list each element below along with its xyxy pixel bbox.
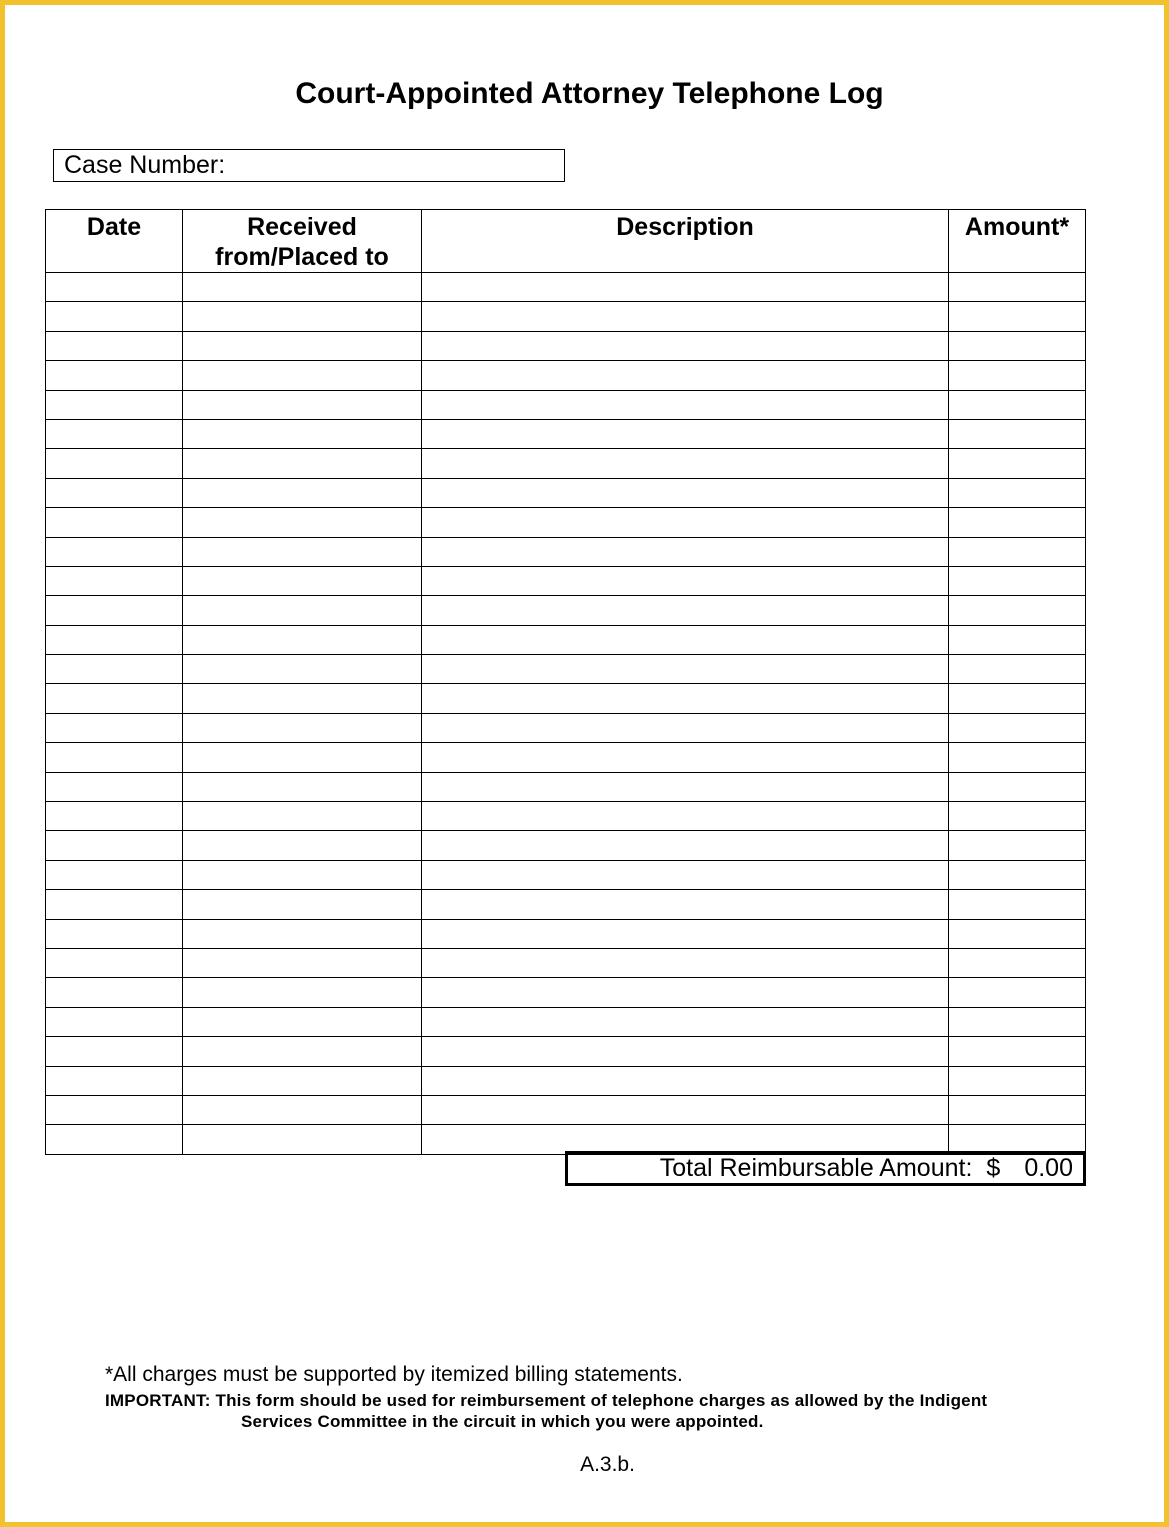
cell-amount[interactable] [949,713,1086,742]
cell-received-placed[interactable] [183,1095,422,1124]
case-number-label: Case Number: [64,151,226,179]
cell-date[interactable] [46,919,183,948]
cell-received-placed[interactable] [183,537,422,566]
cell-received-placed[interactable] [183,890,422,919]
cell-description[interactable] [422,566,949,595]
important-notice [105,1390,1095,1432]
cell-description[interactable] [422,390,949,419]
cell-received-placed[interactable] [183,1066,422,1095]
cell-amount[interactable] [949,890,1086,919]
cell-received-placed[interactable] [183,948,422,977]
cell-date[interactable] [46,1066,183,1095]
cell-received-placed[interactable] [183,478,422,507]
table-row [46,331,1086,360]
cell-date[interactable] [46,419,183,448]
cell-description[interactable] [422,596,949,625]
telephone-log-table [45,209,1086,1155]
cell-received-placed[interactable] [183,1007,422,1036]
footnote-text: *All charges must be supported by itemized billing statements. [105,1363,683,1386]
cell-received-placed[interactable] [183,860,422,889]
cell-received-placed[interactable] [183,596,422,625]
cell-received-placed[interactable] [183,655,422,684]
cell-date[interactable] [46,537,183,566]
total-value: 0.00 [1024,1154,1073,1182]
cell-amount[interactable] [949,772,1086,801]
cell-amount[interactable] [949,390,1086,419]
cell-date[interactable] [46,390,183,419]
table-row [46,860,1086,889]
table-row [46,831,1086,860]
cell-date[interactable] [46,713,183,742]
cell-description[interactable] [422,273,949,302]
cell-date[interactable] [46,978,183,1007]
cell-amount[interactable] [949,655,1086,684]
cell-received-placed[interactable] [183,390,422,419]
cell-date[interactable] [46,860,183,889]
cell-received-placed[interactable] [183,419,422,448]
cell-description[interactable] [422,919,949,948]
table-row [46,713,1086,742]
table-body [46,273,1086,1155]
cell-description[interactable] [422,948,949,977]
cell-description[interactable] [422,860,949,889]
cell-received-placed[interactable] [183,331,422,360]
cell-date[interactable] [46,566,183,595]
table-row [46,273,1086,302]
cell-amount[interactable] [949,537,1086,566]
table-row [46,419,1086,448]
table-row [46,1125,1086,1154]
table-row [46,655,1086,684]
form-title: Court-Appointed Attorney Telephone Log [295,77,884,110]
table-row [46,743,1086,772]
cell-amount[interactable] [949,449,1086,478]
cell-date[interactable] [46,331,183,360]
cell-date[interactable] [46,596,183,625]
cell-date[interactable] [46,831,183,860]
cell-amount[interactable] [949,596,1086,625]
column-header-description: Description [422,210,949,273]
cell-amount[interactable] [949,860,1086,889]
cell-description[interactable] [422,1037,949,1066]
cell-received-placed[interactable] [183,1037,422,1066]
cell-amount[interactable] [949,478,1086,507]
cell-date[interactable] [46,890,183,919]
table-row [46,1095,1086,1124]
table-row [46,390,1086,419]
cell-received-placed[interactable] [183,508,422,537]
important-line-2: Services Committee in the circuit in which you were appointed. [241,1412,764,1431]
cell-description[interactable] [422,1125,949,1154]
cell-received-placed[interactable] [183,978,422,1007]
cell-description[interactable] [422,1095,949,1124]
column-header-received-placed: Received from/Placed to [183,210,422,273]
table-row [46,948,1086,977]
cell-date[interactable] [46,655,183,684]
cell-received-placed[interactable] [183,919,422,948]
cell-amount[interactable] [949,566,1086,595]
case-number-field[interactable] [53,149,565,182]
cell-amount[interactable] [949,1125,1086,1154]
cell-description[interactable] [422,331,949,360]
cell-amount[interactable] [949,831,1086,860]
cell-date[interactable] [46,1125,183,1154]
cell-amount[interactable] [949,1007,1086,1036]
cell-description[interactable] [422,890,949,919]
cell-amount[interactable] [949,743,1086,772]
cell-amount[interactable] [949,978,1086,1007]
total-label: Total Reimbursable Amount: [659,1154,973,1182]
cell-date[interactable] [46,302,183,331]
cell-description[interactable] [422,1066,949,1095]
cell-description[interactable] [422,978,949,1007]
table-row [46,625,1086,654]
cell-description[interactable] [422,1007,949,1036]
cell-received-placed[interactable] [183,273,422,302]
total-currency: $ [986,1154,1001,1182]
cell-amount[interactable] [949,802,1086,831]
cell-description[interactable] [422,772,949,801]
cell-description[interactable] [422,655,949,684]
cell-received-placed[interactable] [183,831,422,860]
cell-amount[interactable] [949,361,1086,390]
cell-description[interactable] [422,684,949,713]
cell-description[interactable] [422,537,949,566]
cell-date[interactable] [46,1095,183,1124]
table-row [46,361,1086,390]
cell-date[interactable] [46,743,183,772]
table-row [46,1007,1086,1036]
column-header-amount: Amount* [949,210,1086,273]
cell-amount[interactable] [949,273,1086,302]
table-header-row [46,210,1086,273]
cell-received-placed[interactable] [183,713,422,742]
cell-date[interactable] [46,684,183,713]
cell-description[interactable] [422,361,949,390]
cell-description[interactable] [422,419,949,448]
cell-date[interactable] [46,1037,183,1066]
cell-received-placed[interactable] [183,743,422,772]
cell-description[interactable] [422,302,949,331]
cell-date[interactable] [46,772,183,801]
cell-amount[interactable] [949,1095,1086,1124]
table-row [46,684,1086,713]
table-row [46,302,1086,331]
cell-amount[interactable] [949,919,1086,948]
cell-description[interactable] [422,625,949,654]
cell-description[interactable] [422,449,949,478]
cell-received-placed[interactable] [183,449,422,478]
cell-description[interactable] [422,713,949,742]
cell-date[interactable] [46,1007,183,1036]
cell-amount[interactable] [949,508,1086,537]
cell-date[interactable] [46,273,183,302]
table-row [46,537,1086,566]
cell-description[interactable] [422,508,949,537]
cell-received-placed[interactable] [183,1125,422,1154]
table-row [46,566,1086,595]
cell-date[interactable] [46,508,183,537]
cell-amount[interactable] [949,331,1086,360]
cell-received-placed[interactable] [183,361,422,390]
cell-received-placed[interactable] [183,684,422,713]
table-row [46,890,1086,919]
cell-date[interactable] [46,948,183,977]
cell-description[interactable] [422,802,949,831]
cell-received-placed[interactable] [183,302,422,331]
cell-received-placed[interactable] [183,566,422,595]
table-row [46,449,1086,478]
cell-date[interactable] [46,625,183,654]
cell-date[interactable] [46,802,183,831]
table-row [46,978,1086,1007]
form-code: A.3.b. [580,1453,635,1476]
cell-received-placed[interactable] [183,625,422,654]
important-line-1: IMPORTANT: This form should be used for reimbursement of telephone charges as allowed by the Indigent [105,1391,988,1410]
table-row [46,802,1086,831]
cell-date[interactable] [46,478,183,507]
total-reimbursable-box [565,1151,1086,1186]
table-row [46,508,1086,537]
cell-description[interactable] [422,478,949,507]
cell-description[interactable] [422,831,949,860]
cell-amount[interactable] [949,302,1086,331]
cell-date[interactable] [46,361,183,390]
cell-amount[interactable] [949,625,1086,654]
cell-amount[interactable] [949,419,1086,448]
table-row [46,596,1086,625]
table-row [46,772,1086,801]
cell-received-placed[interactable] [183,802,422,831]
cell-description[interactable] [422,743,949,772]
cell-amount[interactable] [949,1037,1086,1066]
cell-date[interactable] [46,449,183,478]
table-row [46,1066,1086,1095]
table-row [46,1037,1086,1066]
cell-amount[interactable] [949,684,1086,713]
table-row [46,919,1086,948]
cell-amount[interactable] [949,1066,1086,1095]
table-row [46,478,1086,507]
cell-received-placed[interactable] [183,772,422,801]
column-header-date: Date [46,210,183,273]
cell-amount[interactable] [949,948,1086,977]
